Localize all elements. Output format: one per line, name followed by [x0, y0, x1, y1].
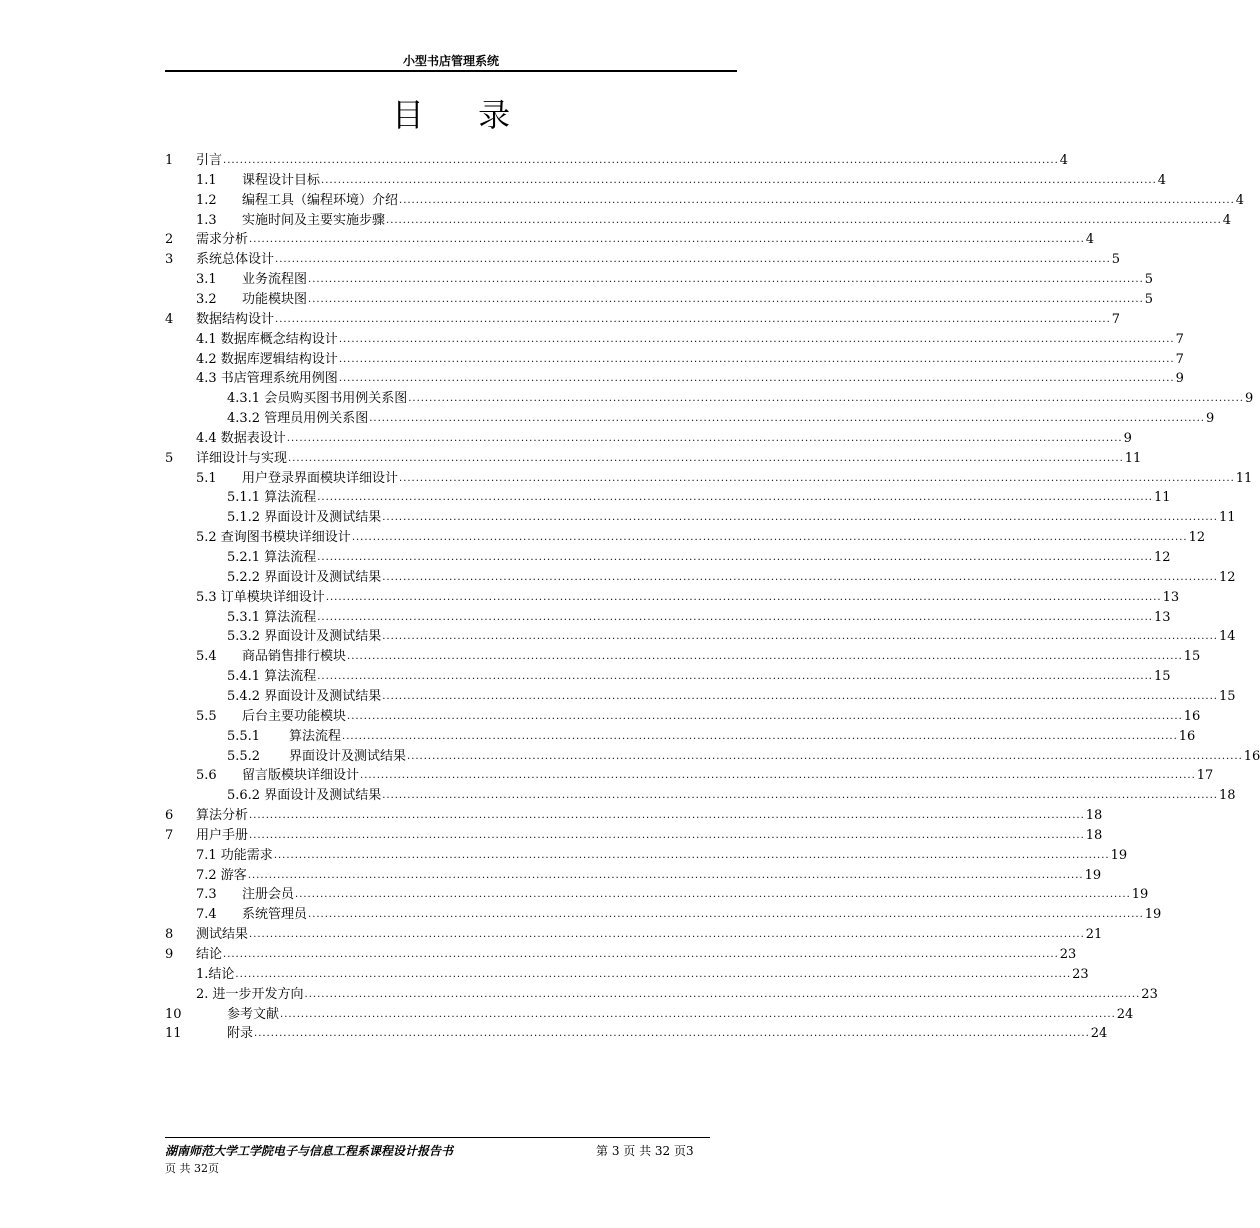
toc-entry[interactable]: [165, 943, 1077, 963]
toc-entry-title: 5.3 订单模块详细设计: [196, 589, 325, 605]
toc-entry-title: 附录: [227, 1026, 254, 1042]
toc-dot-leader: ........................................................................................................................................................................................................: [347, 710, 1183, 722]
toc-entry-title: 5.4.2 界面设计及测试结果: [227, 688, 382, 704]
toc-entry[interactable]: [196, 705, 1201, 725]
toc-dot-leader: ........................................................................................................................................................................................................: [223, 949, 1059, 960]
toc-entry-page: 19: [1084, 867, 1102, 883]
toc-entry-page: 24: [1116, 1006, 1134, 1022]
toc-entry[interactable]: [196, 288, 1154, 308]
toc-entry-title: 5.3.1 算法流程: [227, 609, 317, 625]
toc-entry-page: 7: [1175, 331, 1184, 347]
toc-entry-title: 算法流程: [289, 728, 342, 744]
toc-entry-page: 11: [1235, 470, 1253, 486]
toc-entry-title: 5.1.2 界面设计及测试结果: [227, 510, 382, 526]
toc-entry-page: 14: [1218, 629, 1236, 645]
toc-entry-number: 7.4: [196, 907, 217, 923]
toc-entry-number: 7: [165, 827, 174, 843]
toc-entry-number: 1.1: [196, 172, 217, 188]
toc-entry-page: 19: [1131, 887, 1149, 903]
toc-entry-page: 23: [1072, 966, 1089, 982]
toc-entry-title: 测试结果: [196, 927, 249, 943]
toc-entry[interactable]: [196, 348, 1184, 368]
toc-entry-number: 8: [165, 927, 174, 943]
toc-entry-page: 4: [1235, 192, 1245, 208]
toc-entry-page: 16: [1178, 728, 1196, 744]
toc-entry-page: 4: [1059, 153, 1069, 168]
toc-entry-title: 需求分析: [196, 232, 249, 248]
toc-dot-leader: ........................................................................................................................................................................................................: [369, 413, 1205, 425]
toc-entry[interactable]: [165, 308, 1121, 328]
toc-entry-number: 5.4: [196, 649, 217, 665]
toc-dot-leader: ........................................................................................................................................................................................................: [317, 611, 1153, 623]
toc-entry-number: 5.6: [196, 768, 217, 784]
toc-entry-title: 4.2 数据库逻辑结构设计: [196, 351, 338, 367]
toc-entry[interactable]: [165, 149, 1069, 169]
toc-entry-number: 1.2: [196, 192, 217, 208]
toc-dot-leader: ........................................................................................................................................................................................................: [223, 155, 1059, 166]
toc-entry-number: 7.3: [196, 887, 217, 903]
toc-entry-page: 5: [1144, 272, 1154, 288]
toc-dot-leader: ........................................................................................................................................................................................................: [286, 432, 1123, 444]
toc-entry[interactable]: [196, 764, 1214, 784]
toc-entry[interactable]: [165, 923, 1103, 943]
toc-entry[interactable]: [196, 844, 1128, 864]
toc-entry-number: 2: [165, 232, 174, 248]
toc-entry[interactable]: [227, 784, 1236, 804]
toc-dot-leader: ........................................................................................................................................................................................................: [399, 472, 1235, 484]
toc-entry-title: 功能模块图: [242, 291, 308, 307]
toc-dot-leader: ........................................................................................................................................................................................................: [235, 968, 1072, 980]
toc-entry-title: 5.1.1 算法流程: [227, 490, 317, 506]
toc-entry[interactable]: [227, 486, 1171, 506]
toc-entry-title: 编程工具（编程环境）介绍: [242, 192, 399, 208]
toc-entry[interactable]: [227, 745, 1260, 765]
toc-dot-leader: ........................................................................................................................................................................................................: [308, 274, 1144, 286]
toc-entry-title: 数据结构设计: [196, 311, 275, 327]
toc-entry-title: 5.2 查询图书模块详细设计: [196, 530, 351, 546]
toc-entry-page: 23: [1059, 947, 1077, 962]
toc-entry-title: 系统管理员: [242, 907, 308, 923]
toc-entry[interactable]: [227, 566, 1236, 586]
toc-entry-page: 11: [1153, 490, 1171, 506]
toc-entry-page: 5: [1144, 291, 1154, 307]
toc-dot-leader: ........................................................................................................................................................................................................: [249, 810, 1085, 822]
toc-entry-page: 7: [1111, 311, 1121, 327]
toc-dot-leader: ........................................................................................................................................................................................................: [249, 829, 1085, 841]
toc-entry-number: 3.1: [196, 272, 217, 288]
toc-entry-page: 4: [1085, 232, 1095, 248]
toc-entry-number: 11: [165, 1026, 182, 1042]
toc-dot-leader: ........................................................................................................................................................................................................: [288, 452, 1124, 464]
toc-entry-title: 引言: [196, 153, 223, 168]
toc-entry[interactable]: [165, 1003, 1134, 1023]
toc-dot-leader: ........................................................................................................................................................................................................: [342, 730, 1178, 742]
toc-entry-page: 15: [1218, 688, 1236, 704]
footer-page-number: 第 3 页 共 32 页3: [596, 1144, 694, 1158]
toc-entry-title: 5.6.2 界面设计及测试结果: [227, 788, 382, 804]
toc-entry-title: 7.1 功能需求: [196, 847, 273, 863]
toc-entry[interactable]: [196, 864, 1102, 884]
toc-entry-title: 4.3 书店管理系统用例图: [196, 371, 338, 387]
toc-entry[interactable]: [196, 586, 1180, 606]
toc-dot-leader: ........................................................................................................................................................................................................: [351, 532, 1188, 544]
toc-entry[interactable]: [227, 606, 1171, 626]
footer-page-total: 页 共 32页: [165, 1162, 219, 1175]
toc-dot-leader: ........................................................................................................................................................................................................: [275, 313, 1111, 325]
toc-entry-title: 用户手册: [196, 827, 249, 843]
toc-entry[interactable]: [227, 407, 1215, 427]
toc-dot-leader: ........................................................................................................................................................................................................: [382, 690, 1218, 702]
toc-entry-number: 10: [165, 1006, 182, 1022]
toc-entry-page: 19: [1110, 847, 1128, 863]
toc-entry-number: 5.5.2: [227, 748, 261, 764]
toc-dot-leader: ........................................................................................................................................................................................................: [407, 750, 1243, 762]
toc-entry[interactable]: [165, 824, 1103, 844]
toc-entry-number: 5: [165, 450, 174, 466]
toc-dot-leader: ........................................................................................................................................................................................................: [382, 790, 1218, 802]
toc-entry-number: 9: [165, 947, 174, 962]
toc-entry-page: 23: [1141, 986, 1158, 1002]
toc-entry-title: 参考文献: [227, 1006, 280, 1022]
toc-entry-page: 21: [1085, 927, 1103, 943]
toc-entry[interactable]: [196, 645, 1201, 665]
toc-entry-page: 7: [1175, 351, 1184, 367]
toc-entry[interactable]: [165, 248, 1121, 268]
toc-dot-leader: ........................................................................................................................................................................................................: [382, 512, 1218, 524]
toc-entry-page: 12: [1153, 550, 1171, 565]
toc-entry[interactable]: [196, 328, 1184, 348]
toc-dot-leader: ........................................................................................................................................................................................................: [275, 254, 1111, 266]
toc-entry-page: 18: [1085, 808, 1103, 824]
toc-dot-leader: ........................................................................................................................................................................................................: [338, 373, 1175, 385]
toc-entry-page: 15: [1153, 669, 1171, 685]
toc-entry[interactable]: [165, 804, 1103, 824]
toc-entry[interactable]: [227, 506, 1236, 526]
toc-entry-page: 4: [1157, 172, 1167, 188]
toc-dot-leader: ........................................................................................................................................................................................................: [317, 671, 1153, 683]
toc-entry-title: 课程设计目标: [242, 172, 321, 188]
toc-entry[interactable]: [196, 169, 1167, 189]
toc-dot-leader: ........................................................................................................................................................................................................: [273, 849, 1110, 861]
toc-entry-title: 算法分析: [196, 808, 249, 824]
toc-entry-number: 1.3: [196, 212, 217, 228]
toc-dot-leader: ........................................................................................................................................................................................................: [308, 293, 1144, 305]
toc-entry[interactable]: [165, 1022, 1108, 1042]
toc-entry[interactable]: [196, 427, 1132, 447]
toc-entry[interactable]: [196, 367, 1184, 387]
toc-entry-title: 5.2.2 界面设计及测试结果: [227, 569, 382, 585]
toc-entry-page: 13: [1162, 589, 1180, 605]
toc-entry[interactable]: [196, 963, 1089, 983]
toc-entry-title: 4.3.2 管理员用例关系图: [227, 411, 369, 427]
toc-dot-leader: ........................................................................................................................................................................................................: [382, 571, 1218, 583]
toc-dot-leader: ........................................................................................................................................................................................................: [338, 333, 1175, 345]
toc-entry-title: 用户登录界面模块详细设计: [242, 470, 399, 486]
toc-entry-title: 后台主要功能模块: [242, 708, 347, 724]
toc-entry-title: 实施时间及主要实施步骤: [242, 212, 386, 228]
toc-entry-page: 12: [1218, 569, 1236, 585]
toc-entry-title: 4.1 数据库概念结构设计: [196, 331, 338, 347]
toc-dot-leader: ........................................................................................................................................................................................................: [325, 591, 1162, 603]
toc-entry[interactable]: [227, 546, 1171, 566]
toc-dot-leader: ........................................................................................................................................................................................................: [347, 651, 1183, 663]
toc-dot-leader: ........................................................................................................................................................................................................: [317, 492, 1153, 504]
toc-dot-leader: ........................................................................................................................................................................................................: [280, 1008, 1116, 1020]
toc-dot-leader: ........................................................................................................................................................................................................: [247, 869, 1084, 881]
toc-entry-title: 5.4.1 算法流程: [227, 669, 317, 685]
toc-entry-title: 业务流程图: [242, 272, 308, 288]
toc-entry-number: 1: [165, 153, 174, 168]
toc-entry-title: 7.2 游客: [196, 867, 247, 883]
toc-dot-leader: ........................................................................................................................................................................................................: [360, 770, 1196, 782]
toc-entry[interactable]: [227, 625, 1236, 645]
toc-dot-leader: ........................................................................................................................................................................................................: [338, 353, 1175, 365]
toc-entry[interactable]: [196, 883, 1149, 903]
toc-entry[interactable]: [196, 467, 1253, 487]
toc-entry[interactable]: [227, 685, 1236, 705]
toc-entry-title: 5.3.2 界面设计及测试结果: [227, 629, 382, 645]
toc-dot-leader: ........................................................................................................................................................................................................: [321, 174, 1157, 186]
toc-entry-page: 9: [1123, 430, 1132, 446]
toc-entry[interactable]: [196, 268, 1154, 288]
toc-entry-page: 11: [1218, 510, 1236, 526]
toc-entry-page: 4: [1222, 212, 1232, 228]
toc-entry[interactable]: [196, 189, 1245, 209]
toc-entry-title: 详细设计与实现: [196, 450, 288, 466]
toc-entry-page: 16: [1243, 748, 1260, 764]
toc-dot-leader: ........................................................................................................................................................................................................: [317, 552, 1153, 563]
toc-dot-leader: ........................................................................................................................................................................................................: [249, 234, 1085, 246]
toc-dot-leader: ........................................................................................................................................................................................................: [304, 988, 1141, 1000]
toc-dot-leader: ........................................................................................................................................................................................................: [382, 631, 1218, 643]
toc-entry-number: 3: [165, 252, 174, 268]
toc-heading: 目 录: [391, 96, 533, 134]
toc-entry[interactable]: [227, 387, 1254, 407]
toc-entry-page: 11: [1124, 450, 1142, 466]
toc-entry[interactable]: [196, 903, 1162, 923]
toc-entry-title: 界面设计及测试结果: [289, 748, 407, 764]
toc-entry-title: 1.结论: [196, 966, 235, 982]
header-rule: [165, 70, 737, 72]
toc-entry-number: 3.2: [196, 291, 217, 307]
toc-entry-title: 留言版模块详细设计: [242, 768, 360, 784]
toc-entry-number: 5.1: [196, 470, 217, 486]
toc-entry-title: 商品销售排行模块: [242, 649, 347, 665]
toc-entry-page: 18: [1218, 788, 1236, 804]
toc-entry-page: 15: [1183, 649, 1201, 665]
toc-entry-page: 9: [1205, 411, 1215, 427]
toc-entry[interactable]: [227, 725, 1196, 745]
toc-entry-page: 17: [1196, 768, 1214, 784]
toc-entry-number: 4: [165, 311, 174, 327]
toc-entry-title: 系统总体设计: [196, 252, 275, 268]
toc-entry-page: 9: [1175, 371, 1184, 387]
footer-rule: [165, 1137, 710, 1138]
toc-dot-leader: ........................................................................................................................................................................................................: [399, 194, 1235, 206]
toc-entry-page: 16: [1183, 708, 1201, 724]
toc-entry[interactable]: [196, 983, 1158, 1003]
toc-entry-page: 9: [1244, 391, 1254, 407]
toc-entry[interactable]: [196, 526, 1206, 546]
toc-entry-number: 5.5: [196, 708, 217, 724]
toc-dot-leader: ........................................................................................................................................................................................................: [408, 393, 1244, 405]
footer-institution: 湖南师范大学工学院电子与信息工程系课程设计报告书: [165, 1144, 454, 1158]
toc-dot-leader: ........................................................................................................................................................................................................: [386, 214, 1222, 226]
toc-entry[interactable]: [227, 665, 1171, 685]
toc-dot-leader: ........................................................................................................................................................................................................: [254, 1028, 1090, 1040]
toc-entry[interactable]: [165, 228, 1095, 248]
toc-entry-page: 13: [1153, 609, 1171, 625]
running-header-title: 小型书店管理系统: [402, 54, 499, 68]
toc-entry-number: 6: [165, 808, 174, 824]
toc-entry-title: 2. 进一步开发方向: [196, 986, 304, 1002]
toc-entry-title: 注册会员: [242, 887, 295, 903]
toc-entry-title: 结论: [196, 947, 223, 962]
toc-dot-leader: ........................................................................................................................................................................................................: [249, 929, 1085, 941]
toc-entry[interactable]: [196, 209, 1232, 229]
toc-entry-title: 5.2.1 算法流程: [227, 550, 317, 565]
toc-entry-title: 4.3.1 会员购买图书用例关系图: [227, 391, 408, 407]
toc-dot-leader: ........................................................................................................................................................................................................: [295, 889, 1131, 901]
toc-entry-number: 5.5.1: [227, 728, 261, 744]
toc-entry-page: 19: [1144, 907, 1162, 923]
toc-entry-page: 5: [1111, 252, 1121, 268]
toc-entry[interactable]: [165, 447, 1142, 467]
toc-entry-page: 12: [1188, 530, 1206, 546]
toc-entry-page: 24: [1090, 1026, 1108, 1042]
toc-dot-leader: ........................................................................................................................................................................................................: [308, 909, 1144, 921]
toc-entry-page: 18: [1085, 827, 1103, 843]
toc-entry-title: 4.4 数据表设计: [196, 430, 286, 446]
